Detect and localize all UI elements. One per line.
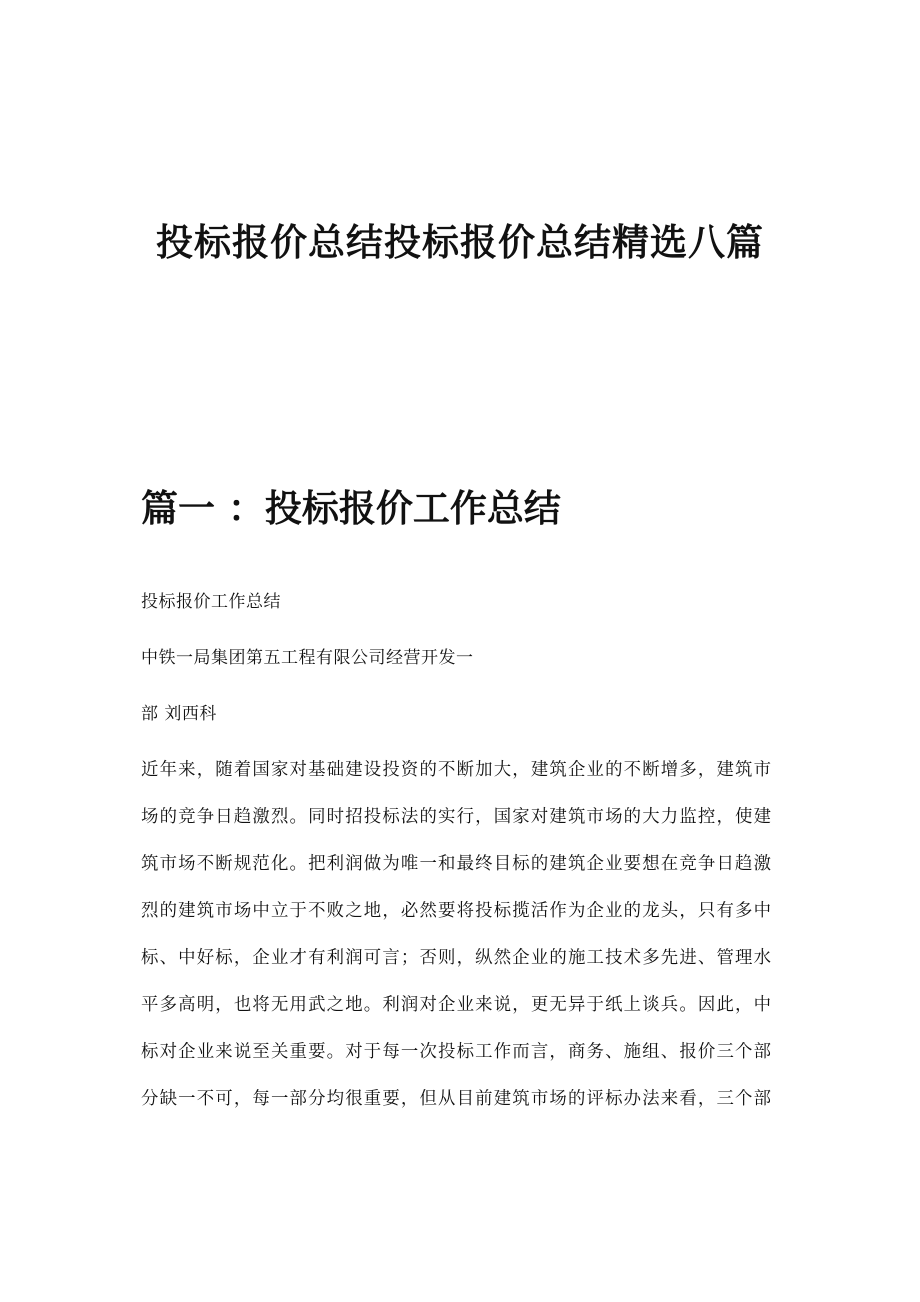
author-line: 部 刘西科: [141, 704, 217, 724]
document-title: 投标报价总结投标报价总结精选八篇: [156, 220, 764, 264]
body-paragraph: [141, 755, 771, 1131]
body-line: 标对企业来说至关重要。对于每一次投标工作而言，商务、施组、报价三个部: [141, 1042, 771, 1062]
body-line: 标、中好标，企业才有利润可言；否则，纵然企业的施工技术多先进、管理水: [141, 948, 771, 968]
section-heading: 篇一 ：投标报价工作总结: [141, 486, 561, 530]
organization-line: 中铁一局集团第五工程有限公司经营开发一: [141, 648, 474, 668]
body-line: 筑市场不断规范化。把利润做为唯一和最终目标的建筑企业要想在竞争日趋激: [141, 854, 771, 874]
body-line: 平多高明，也将无用武之地。利润对企业来说，更无异于纸上谈兵。因此，中: [141, 995, 771, 1015]
section-subtitle: 投标报价工作总结: [141, 592, 281, 612]
body-line: 烈的建筑市场中立于不败之地，必然要将投标揽活作为企业的龙头，只有多中: [141, 901, 771, 921]
body-line: 场的竞争日趋激烈。同时招投标法的实行，国家对建筑市场的大力监控，使建: [141, 807, 771, 827]
body-line: 分缺一不可，每一部分均很重要，但从目前建筑市场的评标办法来看，三个部: [141, 1089, 771, 1109]
body-line: 近年来，随着国家对基础建设投资的不断加大，建筑企业的不断增多，建筑市: [141, 760, 771, 780]
